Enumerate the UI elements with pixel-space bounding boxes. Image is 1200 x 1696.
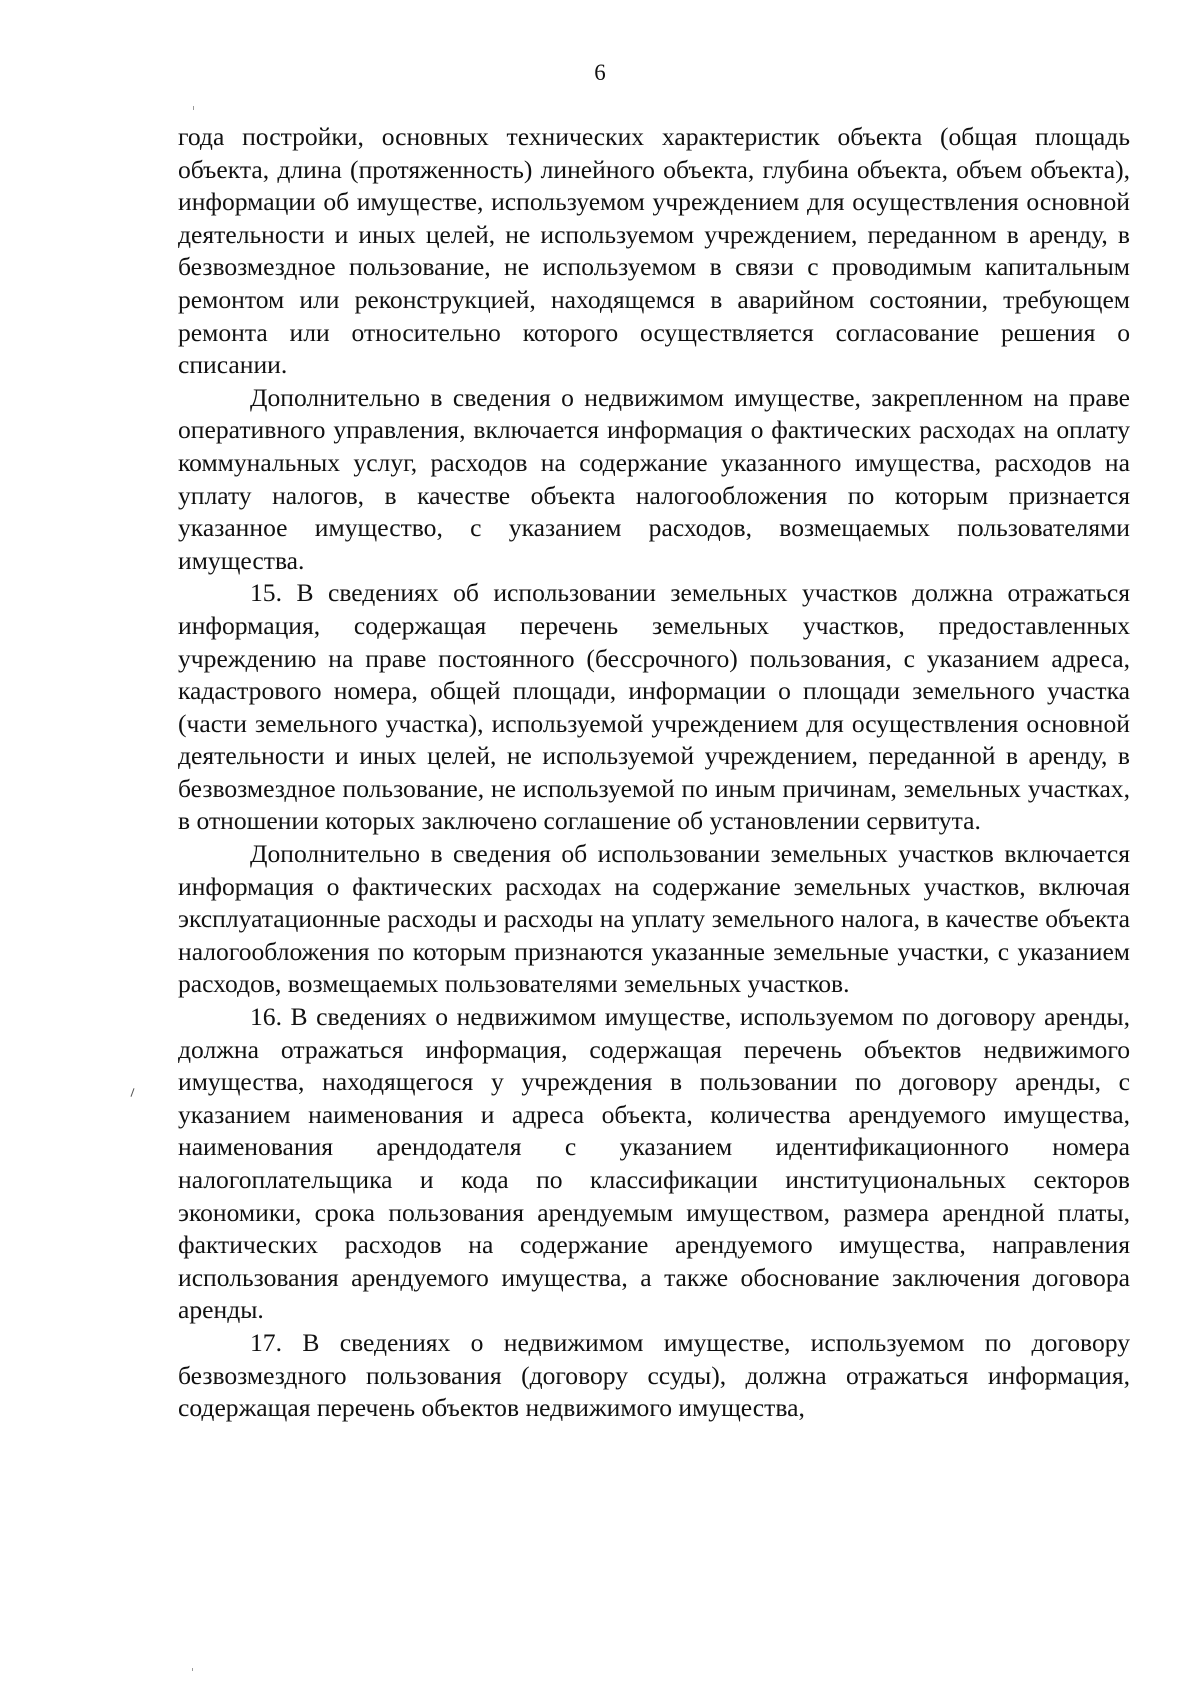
page-number: 6 <box>594 60 606 85</box>
scan-speck <box>192 1668 193 1671</box>
paragraph-continuation: года постройки, основных технических характеристик объекта (общая площадь объекта, длина (протяженность) линейного объекта, глубина объекта, объем объекта), информации об имуществе, используемом учреждением для осуществления основной деятельности и иных целей, не используемом учреждением, переданном в аренду, в безвозмездное пользование, не используемом в связи с проводимым капитальным ремонтом или реконструкцией, находящемся в аварийном состоянии, требующем ремонта или относительно которого осуществляется согласование решения о списании. <box>178 122 1130 380</box>
paragraph-17-free-use: 17. В сведениях о недвижимом имуществе, используемом по договору безвозмездного пользования (договору ссуды), должна отражаться информация, содержащая перечень объектов недвижимого имущества, <box>178 1327 1130 1423</box>
paragraph-additional-property-expenses: Дополнительно в сведения о недвижимом имуществе, закрепленном на праве оперативного управления, включается информация о фактических расходах на оплату коммунальных услуг, расходов на содержание указанного имущества, расходов на уплату налогов, в качестве объекта налогообложения по которым признается указанное имущество, с указанием расходов, возмещаемых пользователями имущества. <box>178 382 1130 575</box>
document-body <box>178 121 1130 1425</box>
scan-speck <box>130 1088 134 1097</box>
paragraph-additional-land-expenses: Дополнительно в сведения об использовании земельных участков включается информация о фактических расходах на содержание земельных участков, включая эксплуатационные расходы и расходы на уплату земельного налога, в качестве объекта налогообложения по которым признаются указанные земельные участки, с указанием расходов, возмещаемых пользователями земельных участков. <box>178 839 1130 999</box>
paragraph-16-lease: 16. В сведениях о недвижимом имуществе, используемом по договору аренды, должна отражаться информация, содержащая перечень объектов недвижимого имущества, находящегося у учреждения в пользовании по договору аренды, с указанием наименования и адреса объекта, количества арендуемого имущества, наименования арендодателя с указанием идентификационного номера налогоплательщика и кода по классификации институциональных секторов экономики, срока пользования арендуемым имуществом, размера арендной платы, фактических расходов на содержание арендуемого имущества, направления использования арендуемого имущества, а также обоснование заключения договора аренды. <box>178 1002 1130 1325</box>
paragraph-15-land-plots: 15. В сведениях об использовании земельных участков должна отражаться информация, содержащая перечень земельных участков, предоставленных учреждению на праве постоянного (бессрочного) пользования, с указанием адреса, кадастрового номера, общей площади, информации о площади земельного участка (части земельного участка), используемой учреждением для осуществления основной деятельности и иных целей, не используемой учреждением, переданной в аренду, в безвозмездное пользование, не используемой по иным причинам, земельных участках, в отношении которых заключено соглашение об установлении сервитута. <box>178 578 1130 836</box>
scan-speck <box>193 106 194 110</box>
